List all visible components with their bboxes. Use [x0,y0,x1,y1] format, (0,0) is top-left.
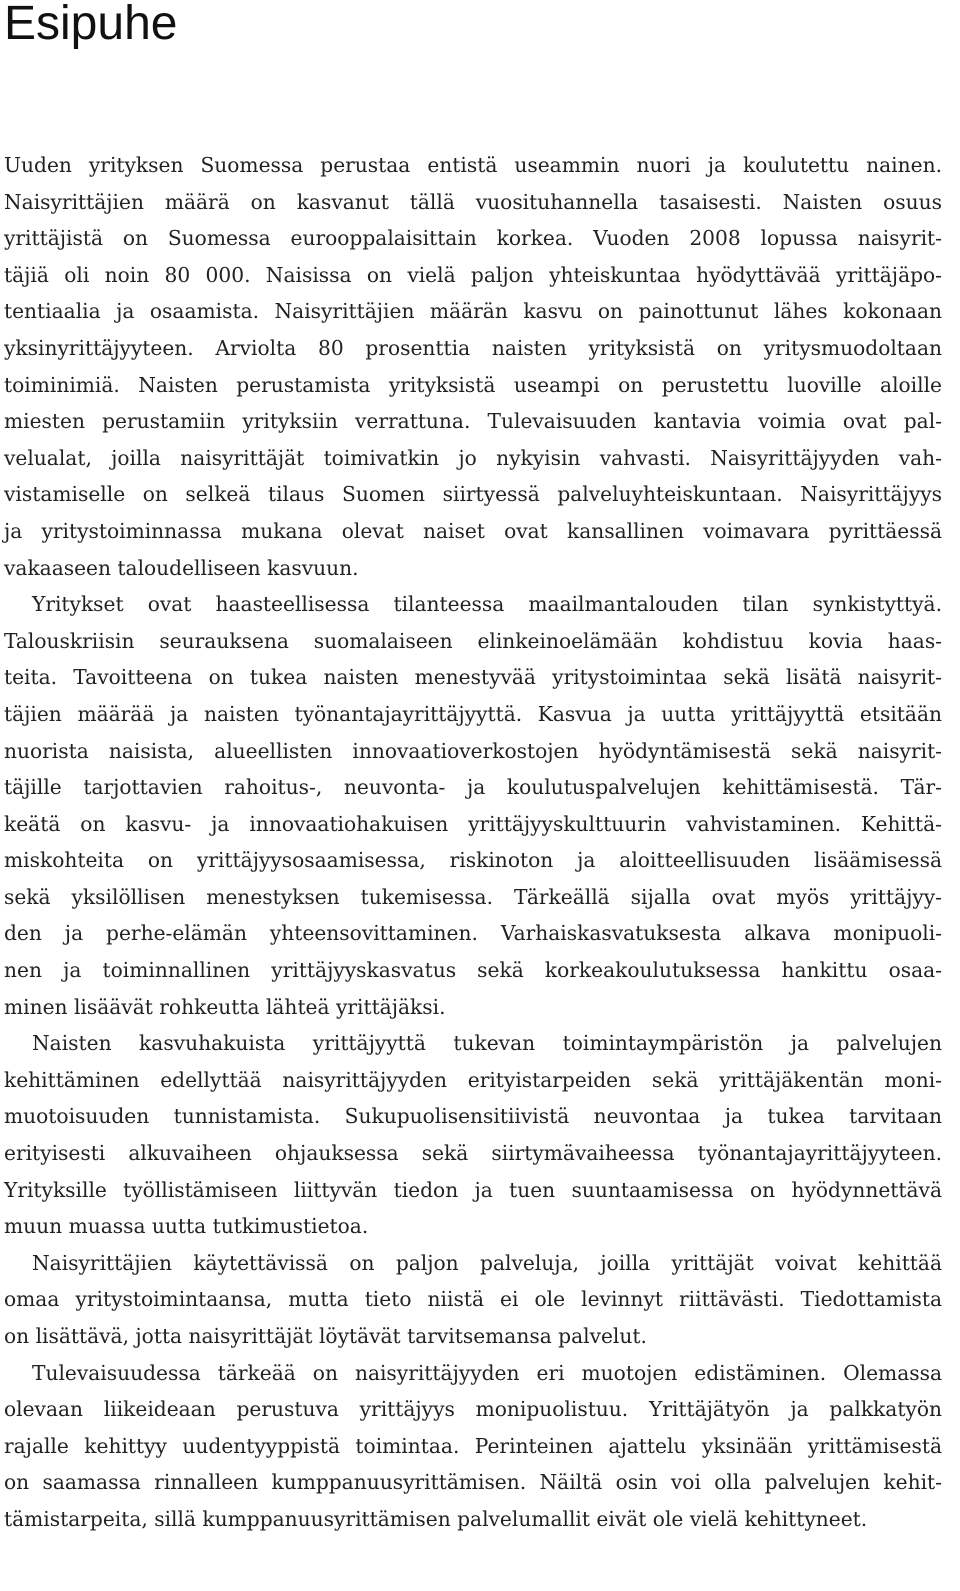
text-line: keätä on kasvu- ja innovaatiohakuisen yrittäjyyskulttuurin vahvistaminen. Kehittä- [4,811,942,836]
text-line: vakaaseen taloudelliseen kasvuun. [4,555,359,580]
text-line: nuorista naisista, alueellisten innovaatioverkostojen hyödyntämisestä sekä naisyrit- [4,738,942,763]
text-line: Tulevaisuudessa tärkeää on naisyrittäjyyden eri muotojen edistäminen. Olemassa [32,1360,942,1385]
text-line: Naisyrittäjien määrä on kasvanut tällä vuosituhannella tasaisesti. Naisten osuus [4,189,942,214]
text-line: teita. Tavoitteena on tukea naisten menestyvää yritystoimintaa sekä lisätä naisyrit- [4,665,942,690]
text-line: yrittäjistä on Suomessa eurooppalaisittain korkea. Vuoden 2008 lopussa naisyrit- [4,226,942,251]
document-body [4,147,942,1538]
text-line: täjille tarjottavien rahoitus-, neuvonta- ja koulutuspalvelujen kehittämisestä. Tär- [4,775,942,800]
text-line: Yrityksille työllistämiseen liittyvän tiedon ja tuen suuntaamisessa on hyödynnettävä [4,1177,942,1202]
text-line: täjien määrää ja naisten työnantajayrittäjyyttä. Kasvua ja uutta yrittäjyyttä etsitään [4,701,942,726]
text-line: vistamiselle on selkeä tilaus Suomen siirtyessä palveluyhteiskuntaan. Naisyrittäjyys [4,482,942,507]
text-line: miesten perustamiin yrityksiin verrattuna. Tulevaisuuden kantavia voimia ovat pal- [4,409,942,434]
text-line: täjiä oli noin 80 000. Naisissa on vielä paljon yhteiskuntaa hyödyttävää yrittäjäpo- [4,262,942,287]
text-line: yksinyrittäjyyteen. Arviolta 80 prosenttia naisten yrityksistä on yritysmuodoltaan [4,335,942,360]
text-line: Naisten kasvuhakuista yrittäjyyttä tukevan toimintaympäristön ja palvelujen [32,1031,942,1056]
text-line: miskohteita on yrittäjyysosaamisessa, riskinoton ja aloitteellisuuden lisäämisessä [4,848,942,873]
text-line: muotoisuuden tunnistamista. Sukupuolisensitiivistä neuvontaa ja tukea tarvitaan [4,1104,942,1129]
text-line: den ja perhe-elämän yhteensovittaminen. Varhaiskasvatuksesta alkava monipuoli- [4,921,942,946]
text-line: nen ja toiminnallinen yrittäjyyskasvatus sekä korkeakoulutuksessa hankittu osaa- [4,958,942,983]
paragraph [4,1025,942,1245]
text-line: rajalle kehittyy uudentyyppistä toimintaa. Perinteinen ajattelu yksinään yrittämisestä [4,1433,942,1458]
text-line: erityisesti alkuvaiheen ohjauksessa sekä siirtymävaiheessa työnantajayrittäjyyteen. [4,1141,942,1166]
text-line: omaa yritystoimintaansa, mutta tieto niistä ei ole levinnyt riittävästi. Tiedottamista [4,1287,942,1312]
text-line: muun muassa uutta tutkimustietoa. [4,1214,369,1239]
text-line: on saamassa rinnalleen kumppanuusyrittämisen. Näiltä osin voi olla palvelujen kehit- [4,1470,942,1495]
text-line: tentiaalia ja osaamista. Naisyrittäjien määrän kasvu on painottunut lähes kokonaan [4,299,942,324]
text-line: Yritykset ovat haasteellisessa tilanteessa maailmantalouden tilan synkistyttyä. [32,592,942,617]
text-line: minen lisäävät rohkeutta lähteä yrittäjäksi. [4,994,446,1019]
paragraph [4,586,942,1025]
text-line: Naisyrittäjien käytettävissä on paljon palveluja, joilla yrittäjät voivat kehittää [32,1250,942,1275]
text-line: Talouskriisin seurauksena suomalaiseen elinkeinoelämään kohdistuu kovia haas- [4,628,942,653]
text-line: kehittäminen edellyttää naisyrittäjyyden erityistarpeiden sekä yrittäjäkentän moni- [4,1067,942,1092]
text-line: toiminimiä. Naisten perustamista yrityksistä useampi on perustettu luoville aloille [4,372,942,397]
text-line: ja yritystoiminnassa mukana olevat naiset ovat kansallinen voimavara pyrittäessä [4,518,942,543]
text-line: Uuden yrityksen Suomessa perustaa entistä useammin nuori ja koulutettu nainen. [4,153,942,177]
text-line: sekä yksilöllisen menestyksen tukemisessa. Tärkeällä sijalla ovat myös yrittäjyy- [4,884,942,909]
text-line: velualat, joilla naisyrittäjät toimivatkin jo nykyisin vahvasti. Naisyrittäjyyden vah- [4,445,942,470]
paragraph [4,1245,942,1355]
text-line: on lisättävä, jotta naisyrittäjät löytävät tarvitsemansa palvelut. [4,1324,647,1348]
paragraph [4,1355,942,1538]
page-title: Esipuhe [4,0,178,50]
text-line: tämistarpeita, sillä kumppanuusyrittämisen palvelumallit eivät ole vielä kehittyneet. [4,1506,868,1531]
paragraph [4,147,942,586]
text-line: olevaan liikeideaan perustuva yrittäjyys monipuolistuu. Yrittäjätyön ja palkkatyön [4,1397,942,1422]
